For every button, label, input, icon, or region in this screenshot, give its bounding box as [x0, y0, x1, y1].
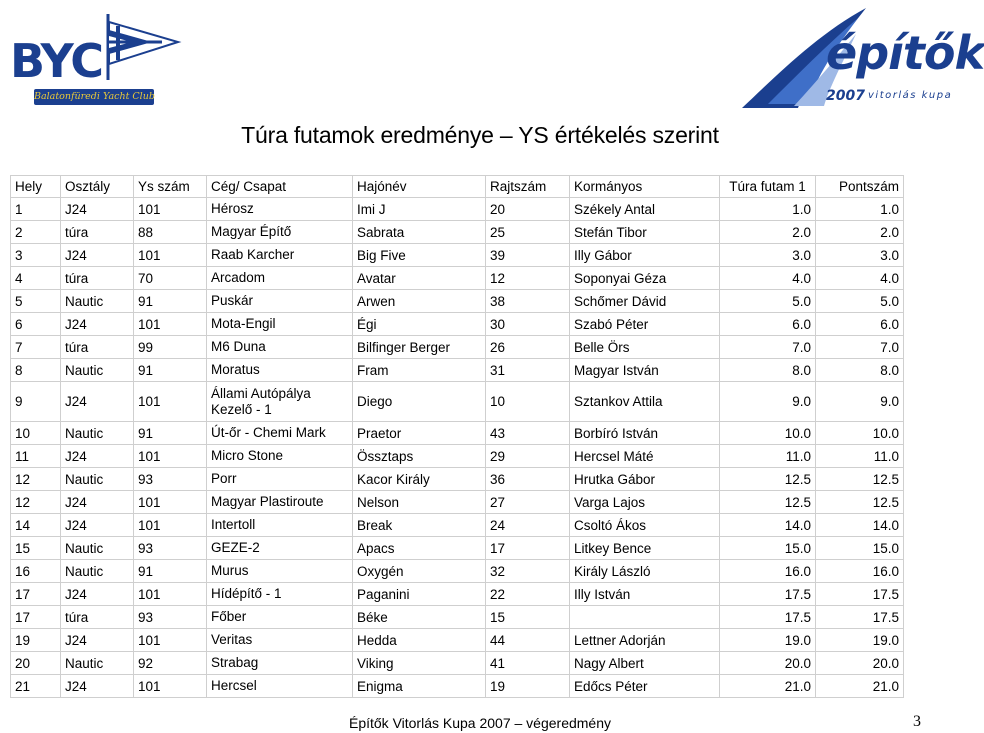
- cell-osztaly: J24: [61, 313, 134, 336]
- cell-kormanyos: Szabó Péter: [570, 313, 720, 336]
- cell-hely: 14: [11, 514, 61, 537]
- cell-rajtszam: 20: [486, 198, 570, 221]
- cell-ceg-csapat: Út-őr - Chemi Mark: [207, 422, 353, 445]
- cell-hely: 17: [11, 583, 61, 606]
- col-hajonev: Hajónév: [353, 176, 486, 198]
- byc-subtitle: Balatonfüredi Yacht Club: [34, 89, 154, 105]
- cell-hely: 21: [11, 675, 61, 698]
- cell-hajonev: Kacor Király: [353, 468, 486, 491]
- cell-hajonev: Oxygén: [353, 560, 486, 583]
- table-row: [11, 221, 904, 244]
- cell-ceg-csapat: Strabag: [207, 652, 353, 675]
- table-row: [11, 267, 904, 290]
- cell-ceg-csapat: Porr: [207, 468, 353, 491]
- cell-ys-szam: 93: [134, 537, 207, 560]
- cell-tura-futam: 12.5: [720, 468, 816, 491]
- cell-hajonev: Sabrata: [353, 221, 486, 244]
- cell-hajonev: Béke: [353, 606, 486, 629]
- cell-ceg-csapat: Arcadom: [207, 267, 353, 290]
- epitok-title: építők: [826, 26, 984, 80]
- cell-kormanyos: Hrutka Gábor: [570, 468, 720, 491]
- cell-tura-futam: 4.0: [720, 267, 816, 290]
- cell-pontszam: 21.0: [816, 675, 904, 698]
- cell-hajonev: Break: [353, 514, 486, 537]
- cell-ys-szam: 101: [134, 445, 207, 468]
- cell-ys-szam: 101: [134, 583, 207, 606]
- cell-hajonev: Nelson: [353, 491, 486, 514]
- cell-rajtszam: 25: [486, 221, 570, 244]
- page-number: 3: [913, 713, 921, 730]
- table-row: [11, 422, 904, 445]
- col-kormanyos: Kormányos: [570, 176, 720, 198]
- page-title: Túra futamok eredménye – YS értékelés szerint: [241, 122, 719, 148]
- cell-ceg-csapat: Moratus: [207, 359, 353, 382]
- cell-kormanyos: Sztankov Attila: [570, 382, 720, 422]
- cell-ceg-csapat: Hercsel: [207, 675, 353, 698]
- cell-pontszam: 1.0: [816, 198, 904, 221]
- cell-hajonev: Össztaps: [353, 445, 486, 468]
- cell-osztaly: túra: [61, 221, 134, 244]
- epitok-logo: [738, 4, 984, 112]
- cell-osztaly: J24: [61, 244, 134, 267]
- cell-ceg-csapat: Főber: [207, 606, 353, 629]
- footer-text: Építők Vitorlás Kupa 2007 – végeredmény: [348, 715, 612, 731]
- table-row: [11, 491, 904, 514]
- cell-ceg-csapat: Magyar Építő: [207, 221, 353, 244]
- cell-osztaly: J24: [61, 629, 134, 652]
- cell-hely: 10: [11, 422, 61, 445]
- col-osztaly: Osztály: [61, 176, 134, 198]
- table-row: [11, 336, 904, 359]
- cell-hajonev: Praetor: [353, 422, 486, 445]
- cell-osztaly: J24: [61, 491, 134, 514]
- cell-ceg-csapat: Raab Karcher: [207, 244, 353, 267]
- cell-tura-futam: 17.5: [720, 606, 816, 629]
- cell-ceg-csapat: Hérosz: [207, 198, 353, 221]
- cell-hely: 15: [11, 537, 61, 560]
- cell-pontszam: 17.5: [816, 606, 904, 629]
- cell-hely: 5: [11, 290, 61, 313]
- cell-rajtszam: 12: [486, 267, 570, 290]
- cell-pontszam: 5.0: [816, 290, 904, 313]
- cell-ys-szam: 91: [134, 359, 207, 382]
- cell-rajtszam: 22: [486, 583, 570, 606]
- cell-hely: 4: [11, 267, 61, 290]
- cell-rajtszam: 24: [486, 514, 570, 537]
- cell-ys-szam: 92: [134, 652, 207, 675]
- cell-rajtszam: 36: [486, 468, 570, 491]
- results-table: [10, 175, 904, 698]
- table-row: [11, 290, 904, 313]
- epitok-subtitle: vitorlás kupa: [868, 90, 953, 101]
- cell-rajtszam: 29: [486, 445, 570, 468]
- cell-osztaly: J24: [61, 445, 134, 468]
- table-row: [11, 537, 904, 560]
- cell-ys-szam: 101: [134, 629, 207, 652]
- cell-rajtszam: 38: [486, 290, 570, 313]
- table-row: [11, 445, 904, 468]
- cell-pontszam: 8.0: [816, 359, 904, 382]
- cell-hely: 2: [11, 221, 61, 244]
- cell-kormanyos: Hercsel Máté: [570, 445, 720, 468]
- cell-pontszam: 9.0: [816, 382, 904, 422]
- cell-tura-futam: 15.0: [720, 537, 816, 560]
- cell-osztaly: Nautic: [61, 359, 134, 382]
- table-row: [11, 313, 904, 336]
- byc-logo: [10, 12, 182, 112]
- table-row: [11, 244, 904, 267]
- cell-ys-szam: 91: [134, 290, 207, 313]
- cell-kormanyos: Csoltó Ákos: [570, 514, 720, 537]
- cell-osztaly: Nautic: [61, 422, 134, 445]
- cell-tura-futam: 14.0: [720, 514, 816, 537]
- epitok-year: 2007: [826, 88, 865, 104]
- cell-ys-szam: 99: [134, 336, 207, 359]
- table-row: [11, 468, 904, 491]
- cell-rajtszam: 10: [486, 382, 570, 422]
- cell-hajonev: Imi J: [353, 198, 486, 221]
- cell-osztaly: Nautic: [61, 290, 134, 313]
- col-rajtszam: Rajtszám: [486, 176, 570, 198]
- cell-hajonev: Hedda: [353, 629, 486, 652]
- cell-rajtszam: 31: [486, 359, 570, 382]
- cell-hajonev: Égi: [353, 313, 486, 336]
- cell-pontszam: 16.0: [816, 560, 904, 583]
- cell-pontszam: 6.0: [816, 313, 904, 336]
- cell-osztaly: J24: [61, 514, 134, 537]
- cell-kormanyos: Király László: [570, 560, 720, 583]
- cell-ceg-csapat: Hídépítő - 1: [207, 583, 353, 606]
- cell-kormanyos: Varga Lajos: [570, 491, 720, 514]
- cell-ys-szam: 101: [134, 491, 207, 514]
- cell-pontszam: 11.0: [816, 445, 904, 468]
- col-ys-szam: Ys szám: [134, 176, 207, 198]
- cell-kormanyos: Illy István: [570, 583, 720, 606]
- cell-hajonev: Apacs: [353, 537, 486, 560]
- cell-ceg-csapat: GEZE-2: [207, 537, 353, 560]
- cell-tura-futam: 3.0: [720, 244, 816, 267]
- cell-tura-futam: 16.0: [720, 560, 816, 583]
- cell-kormanyos: Borbíró István: [570, 422, 720, 445]
- cell-ceg-csapat: Mota-Engil: [207, 313, 353, 336]
- cell-pontszam: 12.5: [816, 468, 904, 491]
- cell-ys-szam: 93: [134, 606, 207, 629]
- cell-pontszam: 17.5: [816, 583, 904, 606]
- cell-ys-szam: 101: [134, 514, 207, 537]
- table-row: [11, 583, 904, 606]
- cell-hajonev: Paganini: [353, 583, 486, 606]
- cell-osztaly: túra: [61, 606, 134, 629]
- cell-osztaly: J24: [61, 382, 134, 422]
- cell-hajonev: Enigma: [353, 675, 486, 698]
- cell-tura-futam: 6.0: [720, 313, 816, 336]
- cell-kormanyos: Stefán Tibor: [570, 221, 720, 244]
- cell-tura-futam: 7.0: [720, 336, 816, 359]
- cell-tura-futam: 20.0: [720, 652, 816, 675]
- cell-kormanyos: Magyar István: [570, 359, 720, 382]
- table-row: [11, 652, 904, 675]
- cell-kormanyos: Illy Gábor: [570, 244, 720, 267]
- cell-hely: 1: [11, 198, 61, 221]
- cell-osztaly: Nautic: [61, 468, 134, 491]
- cell-rajtszam: 32: [486, 560, 570, 583]
- cell-kormanyos: Nagy Albert: [570, 652, 720, 675]
- cell-ceg-csapat: Magyar Plastiroute: [207, 491, 353, 514]
- cell-ceg-csapat: Micro Stone: [207, 445, 353, 468]
- table-row: [11, 675, 904, 698]
- table-row: [11, 514, 904, 537]
- table-row: [11, 198, 904, 221]
- table-row: [11, 382, 904, 422]
- cell-tura-futam: 8.0: [720, 359, 816, 382]
- cell-kormanyos: Edőcs Péter: [570, 675, 720, 698]
- cell-hely: 7: [11, 336, 61, 359]
- cell-hely: 19: [11, 629, 61, 652]
- cell-ceg-csapat: Állami Autópálya Kezelő - 1: [207, 382, 353, 422]
- cell-hajonev: Fram: [353, 359, 486, 382]
- cell-ys-szam: 91: [134, 422, 207, 445]
- byc-letters: BYC: [10, 34, 102, 88]
- cell-ys-szam: 101: [134, 244, 207, 267]
- cell-ys-szam: 88: [134, 221, 207, 244]
- cell-ys-szam: 101: [134, 382, 207, 422]
- cell-hely: 9: [11, 382, 61, 422]
- cell-hely: 11: [11, 445, 61, 468]
- cell-ceg-csapat: Intertoll: [207, 514, 353, 537]
- cell-hajonev: Viking: [353, 652, 486, 675]
- cell-hajonev: Big Five: [353, 244, 486, 267]
- cell-osztaly: J24: [61, 198, 134, 221]
- cell-kormanyos: Belle Örs: [570, 336, 720, 359]
- cell-hely: 12: [11, 468, 61, 491]
- cell-ceg-csapat: Puskár: [207, 290, 353, 313]
- cell-osztaly: Nautic: [61, 537, 134, 560]
- cell-hely: 6: [11, 313, 61, 336]
- cell-tura-futam: 19.0: [720, 629, 816, 652]
- cell-kormanyos: Lettner Adorján: [570, 629, 720, 652]
- cell-hely: 16: [11, 560, 61, 583]
- cell-ys-szam: 91: [134, 560, 207, 583]
- cell-hely: 20: [11, 652, 61, 675]
- cell-pontszam: 15.0: [816, 537, 904, 560]
- cell-kormanyos: [570, 606, 720, 629]
- cell-ys-szam: 101: [134, 313, 207, 336]
- cell-rajtszam: 19: [486, 675, 570, 698]
- cell-pontszam: 19.0: [816, 629, 904, 652]
- cell-pontszam: 14.0: [816, 514, 904, 537]
- cell-tura-futam: 12.5: [720, 491, 816, 514]
- cell-rajtszam: 39: [486, 244, 570, 267]
- cell-osztaly: J24: [61, 675, 134, 698]
- cell-kormanyos: Litkey Bence: [570, 537, 720, 560]
- cell-rajtszam: 41: [486, 652, 570, 675]
- table-row: [11, 606, 904, 629]
- cell-hajonev: Avatar: [353, 267, 486, 290]
- cell-ys-szam: 101: [134, 675, 207, 698]
- cell-rajtszam: 44: [486, 629, 570, 652]
- cell-osztaly: túra: [61, 267, 134, 290]
- sailboat-flag-icon: [102, 12, 182, 82]
- cell-tura-futam: 9.0: [720, 382, 816, 422]
- cell-osztaly: Nautic: [61, 560, 134, 583]
- cell-hely: 3: [11, 244, 61, 267]
- cell-rajtszam: 26: [486, 336, 570, 359]
- cell-tura-futam: 21.0: [720, 675, 816, 698]
- cell-ys-szam: 101: [134, 198, 207, 221]
- cell-pontszam: 2.0: [816, 221, 904, 244]
- header-row: [11, 176, 904, 198]
- cell-pontszam: 3.0: [816, 244, 904, 267]
- cell-ceg-csapat: Murus: [207, 560, 353, 583]
- cell-pontszam: 10.0: [816, 422, 904, 445]
- col-hely: Hely: [11, 176, 61, 198]
- cell-pontszam: 4.0: [816, 267, 904, 290]
- cell-rajtszam: 17: [486, 537, 570, 560]
- cell-tura-futam: 2.0: [720, 221, 816, 244]
- cell-kormanyos: Soponyai Géza: [570, 267, 720, 290]
- cell-hajonev: Bilfinger Berger: [353, 336, 486, 359]
- cell-tura-futam: 11.0: [720, 445, 816, 468]
- cell-hely: 8: [11, 359, 61, 382]
- cell-osztaly: J24: [61, 583, 134, 606]
- cell-tura-futam: 17.5: [720, 583, 816, 606]
- cell-rajtszam: 15: [486, 606, 570, 629]
- cell-hajonev: Arwen: [353, 290, 486, 313]
- table-row: [11, 629, 904, 652]
- cell-ys-szam: 70: [134, 267, 207, 290]
- cell-kormanyos: Székely Antal: [570, 198, 720, 221]
- results-body: [11, 198, 904, 698]
- cell-ceg-csapat: Veritas: [207, 629, 353, 652]
- cell-tura-futam: 10.0: [720, 422, 816, 445]
- cell-pontszam: 12.5: [816, 491, 904, 514]
- cell-tura-futam: 1.0: [720, 198, 816, 221]
- cell-hely: 12: [11, 491, 61, 514]
- cell-ys-szam: 93: [134, 468, 207, 491]
- table-row: [11, 359, 904, 382]
- cell-kormanyos: Schőmer Dávid: [570, 290, 720, 313]
- cell-hely: 17: [11, 606, 61, 629]
- cell-pontszam: 20.0: [816, 652, 904, 675]
- cell-osztaly: Nautic: [61, 652, 134, 675]
- table-row: [11, 560, 904, 583]
- cell-pontszam: 7.0: [816, 336, 904, 359]
- cell-tura-futam: 5.0: [720, 290, 816, 313]
- cell-rajtszam: 30: [486, 313, 570, 336]
- col-pontszam: Pontszám: [816, 176, 904, 198]
- col-ceg-csapat: Cég/ Csapat: [207, 176, 353, 198]
- cell-rajtszam: 27: [486, 491, 570, 514]
- cell-hajonev: Diego: [353, 382, 486, 422]
- cell-ceg-csapat: M6 Duna: [207, 336, 353, 359]
- cell-rajtszam: 43: [486, 422, 570, 445]
- col-tura-futam: Túra futam 1: [720, 176, 816, 198]
- cell-osztaly: túra: [61, 336, 134, 359]
